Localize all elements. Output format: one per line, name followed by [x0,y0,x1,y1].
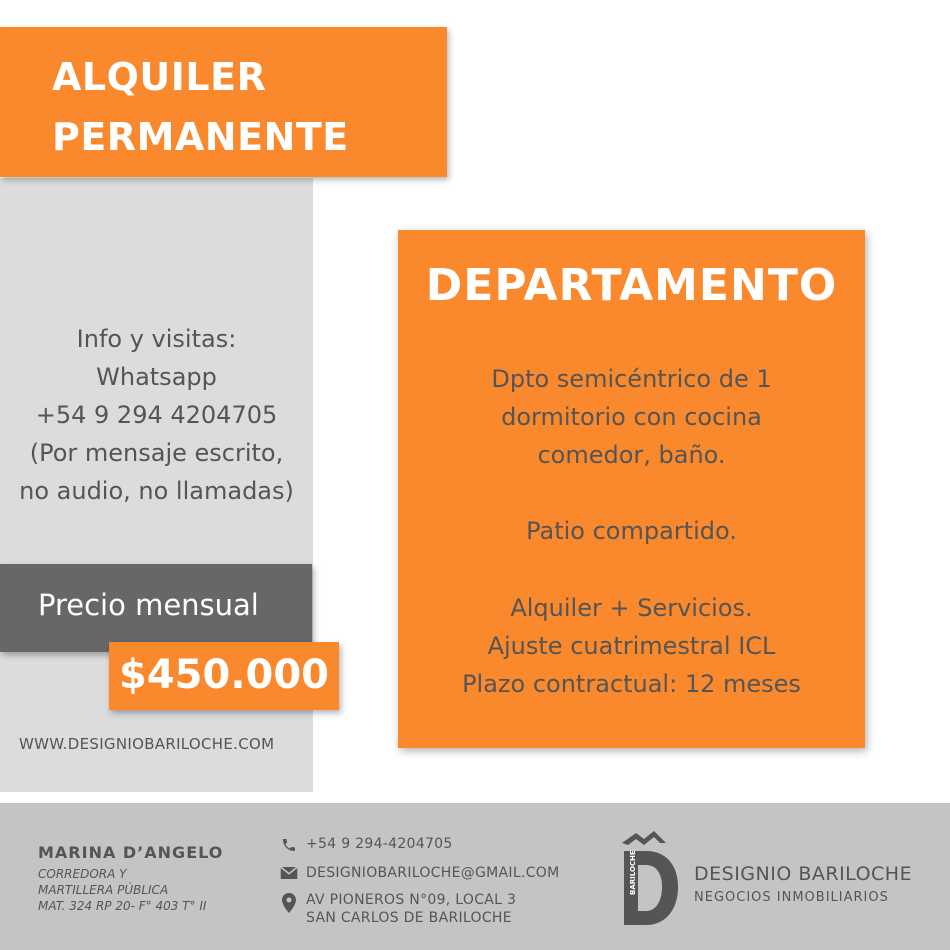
listing-description [398,360,865,474]
description-line: dormitorio con cocina [501,403,762,431]
description-line: Dpto semicéntrico de 1 [491,365,772,393]
price-label-banner [0,564,312,652]
price-label: Precio mensual [38,588,259,622]
agent-role-line: CORREDORA Y [38,867,127,881]
mail-icon [278,864,300,880]
agent-role-line: MAT. 324 RP 20- F° 403 T° II [38,899,207,913]
location-pin-icon [278,891,300,913]
title-banner [0,27,447,177]
logo-text: BARILOCHE [629,850,637,895]
brand-logo-icon [620,829,682,929]
brand-subtitle: NEGOCIOS INMOBILIARIOS [694,890,889,905]
listing-title: DEPARTAMENTO [425,260,838,311]
info-line: no audio, no llamadas) [19,477,294,505]
address-line: SAN CARLOS DE BARILOCHE [306,910,512,926]
address-line: AV PIONEROS N°09, LOCAL 3 [306,892,517,908]
listing-card [398,230,865,748]
title-line-2: PERMANENTE [52,115,349,159]
info-line: Whatsapp [96,363,217,391]
title-line-1: ALQUILER [52,55,267,99]
info-phone: +54 9 294 4204705 [35,401,278,429]
footer-phone-text: +54 9 294-4204705 [306,836,453,852]
footer-bar [0,803,950,950]
description-line: comedor, baño. [537,441,726,469]
phone-icon [278,835,300,853]
footer-address-text [306,891,516,927]
info-line: Info y visitas: [76,325,237,353]
price-value: $450.000 [118,652,330,698]
terms-line: Alquiler + Servicios. [510,594,753,622]
brand-name: DESIGNIO BARILOCHE [694,863,913,885]
agent-role-line: MARTILLERA PÚBLICA [38,883,169,897]
price-banner [109,642,339,710]
terms-line: Ajuste cuatrimestral ICL [487,632,776,660]
contact-info-block [0,320,313,510]
info-line: (Por mensaje escrito, [29,439,284,467]
agent-role [38,866,206,914]
listing-terms [398,589,865,703]
website-link[interactable]: WWW.DESIGNIOBARILOCHE.COM [19,735,275,753]
footer-phone[interactable] [278,835,453,853]
agent-name: MARINA D’ANGELO [38,843,224,862]
footer-address [278,891,516,927]
terms-line: Plazo contractual: 12 meses [462,670,801,698]
listing-patio: Patio compartido. [526,517,737,545]
footer-email-text: DESIGNIOBARILOCHE@GMAIL.COM [306,865,560,881]
footer-email[interactable] [278,864,559,882]
